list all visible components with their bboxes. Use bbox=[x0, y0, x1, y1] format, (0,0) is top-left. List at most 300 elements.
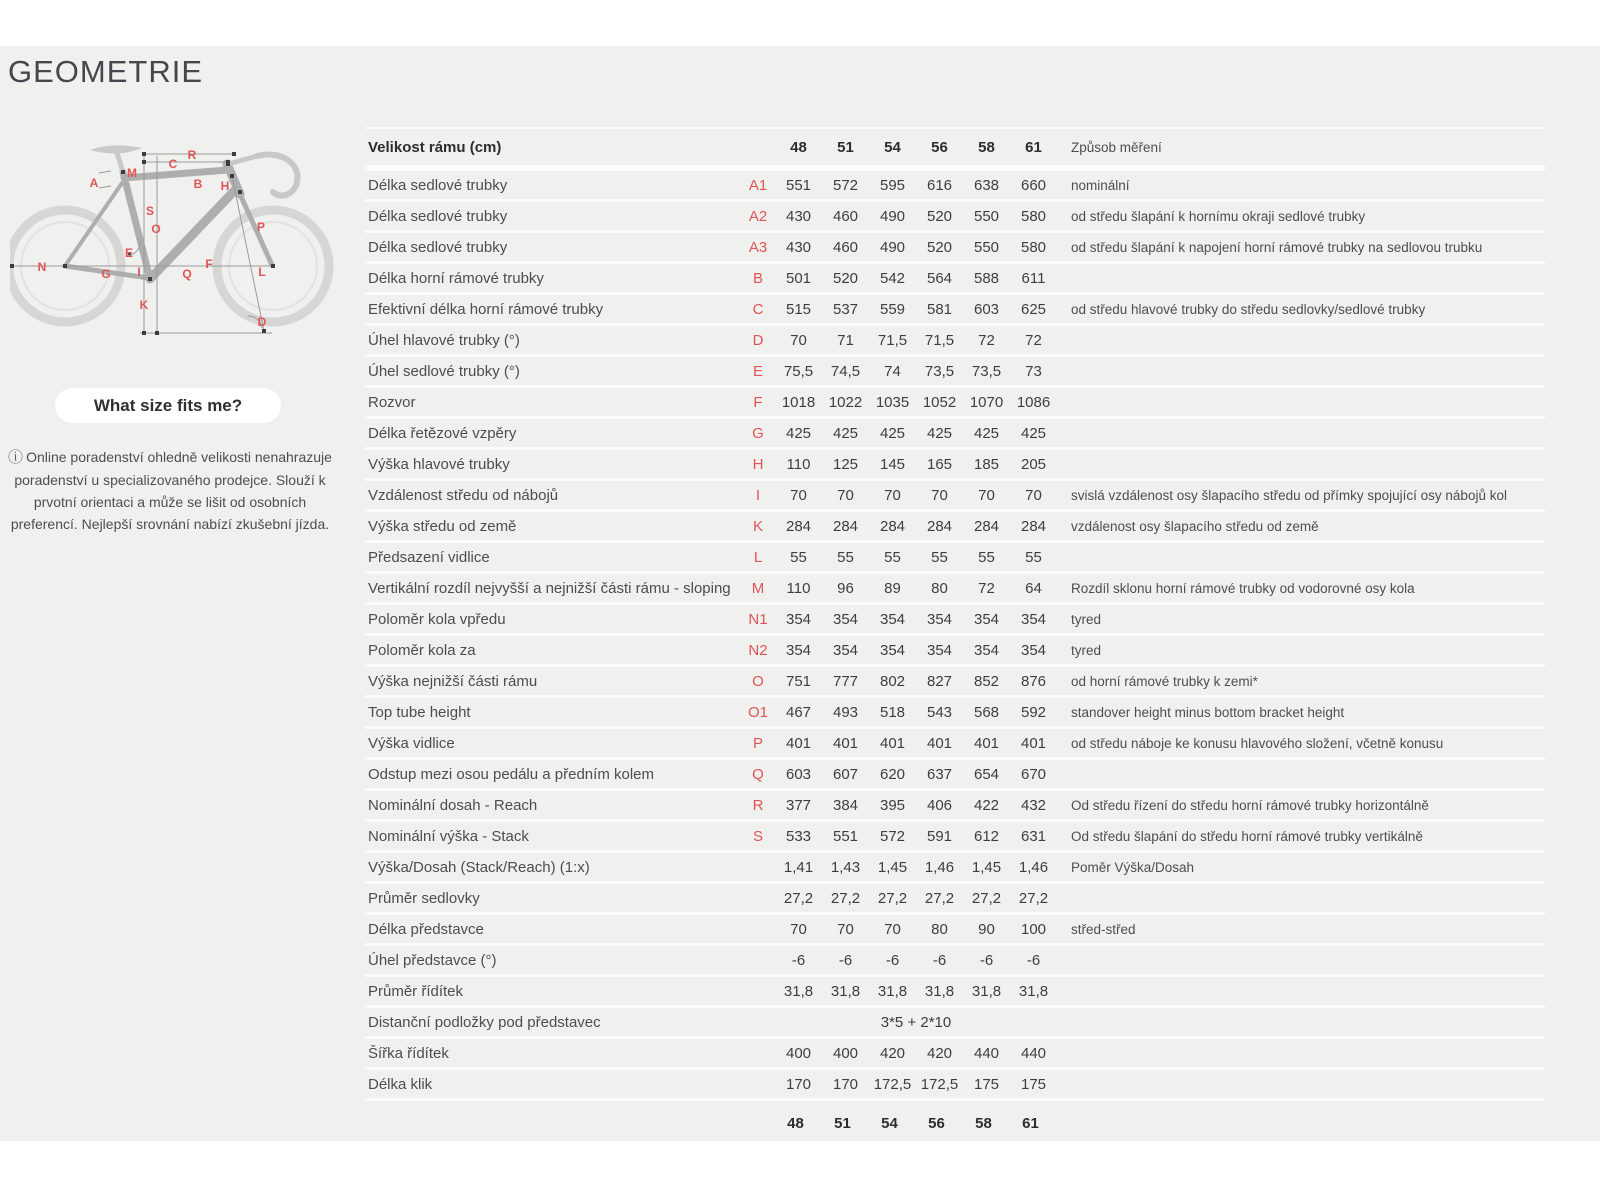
row-value: 70 bbox=[837, 486, 854, 504]
row-value: 89 bbox=[884, 579, 901, 597]
diagram-label-I: I bbox=[137, 265, 141, 279]
table-row bbox=[365, 233, 1545, 264]
row-value: 551 bbox=[832, 827, 859, 845]
row-label: Délka klik bbox=[368, 1075, 433, 1093]
table-footer-row bbox=[365, 1106, 1545, 1141]
row-value: 425 bbox=[785, 424, 812, 442]
row-note: od středu náboje ke konusu hlavového složení, včetně konusu bbox=[1071, 735, 1444, 751]
table-row bbox=[365, 326, 1545, 357]
row-value: 802 bbox=[879, 672, 906, 690]
row-value: 72 bbox=[978, 331, 995, 349]
size-advice-text: Online poradenství ohledně velikosti nenahrazuje poradenství u specializovaného prodejce. Slouží k prvotní orientaci a může se lišit od osobních preferencí. Nejlepší srovnání nabízí zkušební jízda. bbox=[10, 449, 332, 532]
row-value: 543 bbox=[926, 703, 953, 721]
row-value: 616 bbox=[926, 176, 953, 194]
row-label: Odstup mezi osou pedálu a předním kolem bbox=[368, 765, 654, 783]
row-value: 1018 bbox=[781, 393, 816, 411]
row-value: 75,5 bbox=[783, 362, 814, 380]
row-value: 620 bbox=[879, 765, 906, 783]
row-letter: O bbox=[752, 672, 764, 690]
row-value: 625 bbox=[1020, 300, 1047, 318]
table-row bbox=[365, 357, 1545, 388]
row-note: od středu šlapání k hornímu okraji sedlové trubky bbox=[1071, 208, 1366, 224]
row-value: 354 bbox=[785, 610, 812, 628]
row-value: 568 bbox=[973, 703, 1000, 721]
row-value: 284 bbox=[926, 517, 953, 535]
header-size-61: 61 bbox=[1025, 138, 1042, 156]
row-value: 611 bbox=[1021, 269, 1046, 287]
row-value: 284 bbox=[973, 517, 1000, 535]
row-value: 425 bbox=[926, 424, 953, 442]
row-letter: A1 bbox=[748, 176, 768, 194]
row-value: 1070 bbox=[969, 393, 1004, 411]
row-value: 73 bbox=[1025, 362, 1042, 380]
row-value: 27,2 bbox=[830, 889, 861, 907]
row-value: 395 bbox=[879, 796, 906, 814]
header-size-54: 54 bbox=[884, 138, 901, 156]
row-value: 55 bbox=[837, 548, 854, 566]
header-size-56: 56 bbox=[931, 138, 948, 156]
row-value: 612 bbox=[973, 827, 1000, 845]
row-note: standover height minus bottom bracket height bbox=[1071, 704, 1345, 720]
row-value: 406 bbox=[926, 796, 953, 814]
what-size-fits-me-button[interactable]: What size fits me? bbox=[55, 388, 281, 423]
row-value: 354 bbox=[879, 610, 906, 628]
row-label: Výška vidlice bbox=[368, 734, 455, 752]
row-value: -6 bbox=[932, 951, 947, 969]
row-value: 27,2 bbox=[971, 889, 1002, 907]
row-value: 73,5 bbox=[924, 362, 955, 380]
diagram-label-H: H bbox=[220, 179, 230, 193]
row-value: 400 bbox=[832, 1044, 859, 1062]
row-value: 425 bbox=[973, 424, 1000, 442]
row-label: Šířka řídítek bbox=[368, 1044, 449, 1062]
row-value: 520 bbox=[926, 207, 953, 225]
row-letter: A3 bbox=[748, 238, 768, 256]
diagram-label-N: N bbox=[37, 260, 47, 274]
row-value: 592 bbox=[1020, 703, 1047, 721]
table-body bbox=[365, 171, 1545, 1101]
row-label: Nominální výška - Stack bbox=[368, 827, 529, 845]
row-value: 64 bbox=[1025, 579, 1042, 597]
table-row bbox=[365, 543, 1545, 574]
row-value: 27,2 bbox=[877, 889, 908, 907]
row-value: 284 bbox=[1020, 517, 1047, 535]
table-row bbox=[365, 171, 1545, 202]
row-letter: N2 bbox=[748, 641, 768, 659]
row-letter: M bbox=[751, 579, 765, 597]
row-label: Výška středu od země bbox=[368, 517, 517, 535]
table-row bbox=[365, 667, 1545, 698]
row-label: Úhel představce (°) bbox=[368, 951, 497, 969]
row-label: Předsazení vidlice bbox=[368, 548, 490, 566]
row-label: Efektivní délka horní rámové trubky bbox=[368, 300, 604, 318]
row-letter: S bbox=[752, 827, 763, 845]
row-value: 401 bbox=[1020, 734, 1047, 752]
row-value: 460 bbox=[832, 207, 859, 225]
row-value: 31,8 bbox=[783, 982, 814, 1000]
row-value: 564 bbox=[926, 269, 953, 287]
row-value: 31,8 bbox=[877, 982, 908, 1000]
row-value: 515 bbox=[785, 300, 812, 318]
row-value: 70 bbox=[978, 486, 995, 504]
row-value: 31,8 bbox=[1018, 982, 1049, 1000]
table-header-row bbox=[365, 127, 1545, 171]
row-letter: E bbox=[752, 362, 763, 380]
row-label: Poloměr kola vpředu bbox=[368, 610, 506, 628]
row-value: 354 bbox=[973, 610, 1000, 628]
row-value: 607 bbox=[832, 765, 859, 783]
header-size-48: 48 bbox=[790, 138, 807, 156]
row-value: 588 bbox=[973, 269, 1000, 287]
row-value: 170 bbox=[832, 1075, 859, 1093]
row-value: 90 bbox=[978, 920, 995, 938]
row-label: Vzdálenost středu od nábojů bbox=[368, 486, 559, 504]
row-value: 125 bbox=[832, 455, 859, 473]
row-note: tyred bbox=[1071, 642, 1102, 658]
row-value: 603 bbox=[785, 765, 812, 783]
row-value: 354 bbox=[926, 610, 953, 628]
row-span-value: 3*5 + 2*10 bbox=[880, 1013, 952, 1031]
row-letter: C bbox=[752, 300, 764, 318]
row-value: 631 bbox=[1020, 827, 1047, 845]
row-label: Délka sedlové trubky bbox=[368, 176, 508, 194]
row-value: 490 bbox=[879, 207, 906, 225]
row-value: 74,5 bbox=[830, 362, 861, 380]
row-value: 175 bbox=[973, 1075, 1000, 1093]
row-letter: D bbox=[752, 331, 764, 349]
row-letter: G bbox=[752, 424, 764, 442]
row-value: 637 bbox=[926, 765, 953, 783]
row-value: 1022 bbox=[828, 393, 863, 411]
row-value: 490 bbox=[879, 238, 906, 256]
row-value: 185 bbox=[973, 455, 1000, 473]
geometry-table bbox=[365, 127, 1545, 1141]
row-value: 165 bbox=[926, 455, 953, 473]
row-value: 422 bbox=[973, 796, 1000, 814]
footer-size-48: 48 bbox=[787, 1115, 804, 1132]
size-advice-note bbox=[6, 446, 334, 535]
row-value: 27,2 bbox=[783, 889, 814, 907]
row-value: 170 bbox=[785, 1075, 812, 1093]
row-value: 72 bbox=[978, 579, 995, 597]
row-value: 96 bbox=[837, 579, 854, 597]
row-value: 71 bbox=[837, 331, 854, 349]
row-value: 603 bbox=[973, 300, 1000, 318]
row-value: 70 bbox=[884, 920, 901, 938]
row-value: 70 bbox=[790, 486, 807, 504]
row-value: 401 bbox=[785, 734, 812, 752]
row-note: nominální bbox=[1071, 177, 1130, 193]
row-label: Průměr řídítek bbox=[368, 982, 464, 1000]
footer-size-51: 51 bbox=[834, 1115, 851, 1132]
table-row bbox=[365, 946, 1545, 977]
row-value: 520 bbox=[926, 238, 953, 256]
row-value: 551 bbox=[785, 176, 812, 194]
header-size-51: 51 bbox=[837, 138, 854, 156]
diagram-label-E: E bbox=[124, 246, 134, 260]
row-value: 440 bbox=[1020, 1044, 1047, 1062]
row-value: 550 bbox=[973, 207, 1000, 225]
row-note: střed-střed bbox=[1071, 921, 1136, 937]
row-letter: F bbox=[753, 393, 763, 411]
header-size-58: 58 bbox=[978, 138, 995, 156]
row-value: 670 bbox=[1020, 765, 1047, 783]
row-value: 425 bbox=[879, 424, 906, 442]
row-value: 1052 bbox=[922, 393, 957, 411]
table-row bbox=[365, 853, 1545, 884]
row-value: 1,43 bbox=[830, 858, 861, 876]
footer-size-61: 61 bbox=[1022, 1115, 1039, 1132]
row-value: 354 bbox=[973, 641, 1000, 659]
row-note: od středu hlavové trubky do středu sedlovky/sedlové trubky bbox=[1071, 301, 1426, 317]
row-value: 1,45 bbox=[971, 858, 1002, 876]
table-row bbox=[365, 1008, 1545, 1039]
row-value: 284 bbox=[832, 517, 859, 535]
row-value: 1,41 bbox=[783, 858, 814, 876]
row-value: 425 bbox=[1020, 424, 1047, 442]
row-value: 110 bbox=[786, 579, 811, 597]
row-value: 460 bbox=[832, 238, 859, 256]
diagram-label-A: A bbox=[89, 176, 99, 190]
row-value: 501 bbox=[785, 269, 812, 287]
row-value: 27,2 bbox=[924, 889, 955, 907]
row-value: 55 bbox=[978, 548, 995, 566]
row-note: Rozdíl sklonu horní rámové trubky od vodorovné osy kola bbox=[1071, 580, 1415, 596]
row-value: 777 bbox=[832, 672, 859, 690]
row-value: 205 bbox=[1020, 455, 1047, 473]
table-row bbox=[365, 481, 1545, 512]
row-value: 852 bbox=[973, 672, 1000, 690]
page-title: GEOMETRIE bbox=[8, 54, 204, 89]
row-value: 377 bbox=[785, 796, 812, 814]
footer-size-58: 58 bbox=[975, 1115, 992, 1132]
row-value: 72 bbox=[1025, 331, 1042, 349]
row-value: 354 bbox=[832, 610, 859, 628]
table-row bbox=[365, 1039, 1545, 1070]
diagram-label-M: M bbox=[127, 166, 137, 180]
row-letter: R bbox=[752, 796, 764, 814]
row-value: 55 bbox=[1025, 548, 1042, 566]
table-row bbox=[365, 822, 1545, 853]
footer-size-56: 56 bbox=[928, 1115, 945, 1132]
row-value: 400 bbox=[785, 1044, 812, 1062]
table-row bbox=[365, 605, 1545, 636]
row-value: 172,5 bbox=[873, 1075, 912, 1093]
table-row bbox=[365, 915, 1545, 946]
row-value: 654 bbox=[973, 765, 1000, 783]
diagram-label-S: S bbox=[145, 204, 155, 218]
row-value: 71,5 bbox=[877, 331, 908, 349]
diagram-label-G: G bbox=[101, 267, 111, 281]
row-value: 175 bbox=[1020, 1075, 1047, 1093]
row-note: od středu šlapání k napojení horní rámové trubky na sedlovou trubku bbox=[1071, 239, 1483, 255]
row-value: 80 bbox=[931, 579, 948, 597]
row-note: Poměr Výška/Dosah bbox=[1071, 859, 1195, 875]
diagram-label-F: F bbox=[205, 257, 213, 271]
row-value: 110 bbox=[786, 455, 811, 473]
table-row bbox=[365, 202, 1545, 233]
row-note: tyred bbox=[1071, 611, 1102, 627]
row-value: 440 bbox=[973, 1044, 1000, 1062]
row-value: 354 bbox=[832, 641, 859, 659]
row-value: 70 bbox=[790, 331, 807, 349]
row-value: -6 bbox=[979, 951, 994, 969]
row-value: 533 bbox=[785, 827, 812, 845]
row-label: Rozvor bbox=[368, 393, 416, 411]
header-label: Velikost rámu (cm) bbox=[368, 138, 502, 156]
row-value: 70 bbox=[931, 486, 948, 504]
row-label: Délka sedlové trubky bbox=[368, 207, 508, 225]
row-value: 827 bbox=[926, 672, 953, 690]
row-value: 401 bbox=[832, 734, 859, 752]
row-letter: B bbox=[752, 269, 763, 287]
diagram-label-L: L bbox=[258, 265, 266, 279]
row-value: -6 bbox=[791, 951, 806, 969]
row-value: 71,5 bbox=[924, 331, 955, 349]
row-value: 520 bbox=[832, 269, 859, 287]
row-value: 172,5 bbox=[920, 1075, 959, 1093]
row-value: -6 bbox=[1026, 951, 1041, 969]
row-value: 55 bbox=[931, 548, 948, 566]
row-value: 284 bbox=[879, 517, 906, 535]
row-label: Poloměr kola za bbox=[368, 641, 476, 659]
row-value: 384 bbox=[832, 796, 859, 814]
row-label: Vertikální rozdíl nejvyšší a nejnižší části rámu - sloping bbox=[368, 579, 731, 597]
row-value: 595 bbox=[879, 176, 906, 194]
row-value: 1,46 bbox=[924, 858, 955, 876]
diagram-label-K: K bbox=[139, 298, 149, 312]
row-letter: A2 bbox=[748, 207, 768, 225]
row-value: 284 bbox=[785, 517, 812, 535]
row-value: 537 bbox=[832, 300, 859, 318]
row-value: 420 bbox=[926, 1044, 953, 1062]
row-letter: I bbox=[755, 486, 761, 504]
row-value: 1035 bbox=[875, 393, 910, 411]
row-value: 74 bbox=[884, 362, 901, 380]
row-value: 354 bbox=[879, 641, 906, 659]
table-row bbox=[365, 698, 1545, 729]
row-value: 420 bbox=[879, 1044, 906, 1062]
row-value: 572 bbox=[832, 176, 859, 194]
row-value: 1,46 bbox=[1018, 858, 1049, 876]
table-row bbox=[365, 977, 1545, 1008]
row-value: 354 bbox=[785, 641, 812, 659]
row-value: 581 bbox=[926, 300, 953, 318]
row-value: -6 bbox=[838, 951, 853, 969]
diagram-label-D: D bbox=[257, 315, 267, 329]
row-value: 145 bbox=[879, 455, 906, 473]
row-value: 591 bbox=[926, 827, 953, 845]
row-value: 55 bbox=[884, 548, 901, 566]
table-row bbox=[365, 729, 1545, 760]
row-value: 430 bbox=[785, 238, 812, 256]
row-label: Výška nejnižší části rámu bbox=[368, 672, 538, 690]
row-label: Délka sedlové trubky bbox=[368, 238, 508, 256]
diagram-label-B: B bbox=[193, 177, 203, 191]
row-value: 31,8 bbox=[830, 982, 861, 1000]
row-value: -6 bbox=[885, 951, 900, 969]
footer-size-54: 54 bbox=[881, 1115, 898, 1132]
row-value: 70 bbox=[884, 486, 901, 504]
row-label: Distanční podložky pod představec bbox=[368, 1013, 601, 1031]
row-label: Úhel sedlové trubky (°) bbox=[368, 362, 520, 380]
row-label: Délka horní rámové trubky bbox=[368, 269, 544, 287]
row-value: 638 bbox=[973, 176, 1000, 194]
row-value: 430 bbox=[785, 207, 812, 225]
row-value: 660 bbox=[1020, 176, 1047, 194]
row-value: 876 bbox=[1020, 672, 1047, 690]
row-letter: K bbox=[752, 517, 763, 535]
row-value: 73,5 bbox=[971, 362, 1002, 380]
row-note: Od středu řízení do středu horní rámové trubky horizontálně bbox=[1071, 797, 1429, 813]
row-letter: H bbox=[752, 455, 764, 473]
row-value: 354 bbox=[926, 641, 953, 659]
table-row bbox=[365, 791, 1545, 822]
row-letter: P bbox=[752, 734, 763, 752]
row-note: Od středu šlapání do středu horní rámové trubky vertikálně bbox=[1071, 828, 1423, 844]
row-value: 518 bbox=[879, 703, 906, 721]
table-row bbox=[365, 512, 1545, 543]
table-row bbox=[365, 264, 1545, 295]
row-letter: N1 bbox=[748, 610, 768, 628]
row-value: 354 bbox=[1020, 641, 1047, 659]
diagram-label-P: P bbox=[256, 220, 266, 234]
diagram-label-O: O bbox=[151, 222, 161, 236]
row-label: Výška hlavové trubky bbox=[368, 455, 510, 473]
table-row bbox=[365, 295, 1545, 326]
row-value: 55 bbox=[790, 548, 807, 566]
row-value: 31,8 bbox=[971, 982, 1002, 1000]
header-note: Způsob měření bbox=[1071, 139, 1162, 155]
row-value: 1,45 bbox=[877, 858, 908, 876]
table-row bbox=[365, 884, 1545, 915]
row-value: 425 bbox=[832, 424, 859, 442]
row-value: 70 bbox=[790, 920, 807, 938]
row-value: 580 bbox=[1020, 238, 1047, 256]
diagram-label-C: C bbox=[168, 157, 178, 171]
row-value: 751 bbox=[785, 672, 812, 690]
row-value: 401 bbox=[879, 734, 906, 752]
row-value: 550 bbox=[973, 238, 1000, 256]
table-row bbox=[365, 636, 1545, 667]
row-value: 572 bbox=[879, 827, 906, 845]
row-value: 80 bbox=[931, 920, 948, 938]
row-value: 559 bbox=[879, 300, 906, 318]
row-value: 100 bbox=[1020, 920, 1047, 938]
row-value: 31,8 bbox=[924, 982, 955, 1000]
row-note: svislá vzdálenost osy šlapacího středu od přímky spojující osy nábojů kol bbox=[1071, 487, 1507, 503]
table-row bbox=[365, 760, 1545, 791]
row-value: 432 bbox=[1020, 796, 1047, 814]
row-value: 27,2 bbox=[1018, 889, 1049, 907]
row-value: 580 bbox=[1020, 207, 1047, 225]
row-label: Top tube height bbox=[368, 703, 471, 721]
diagram-label-Q: Q bbox=[182, 267, 192, 281]
table-row bbox=[365, 419, 1545, 450]
row-value: 70 bbox=[837, 920, 854, 938]
info-icon: ⓘ bbox=[8, 449, 24, 466]
row-note: vzdálenost osy šlapacího středu od země bbox=[1071, 518, 1319, 534]
row-value: 467 bbox=[785, 703, 812, 721]
row-value: 70 bbox=[1025, 486, 1042, 504]
row-letter: O1 bbox=[747, 703, 768, 721]
row-label: Nominální dosah - Reach bbox=[368, 796, 538, 814]
row-letter: L bbox=[753, 548, 763, 566]
table-row bbox=[365, 450, 1545, 481]
table-row bbox=[365, 388, 1545, 419]
row-letter: Q bbox=[752, 765, 764, 783]
table-row bbox=[365, 1070, 1545, 1101]
